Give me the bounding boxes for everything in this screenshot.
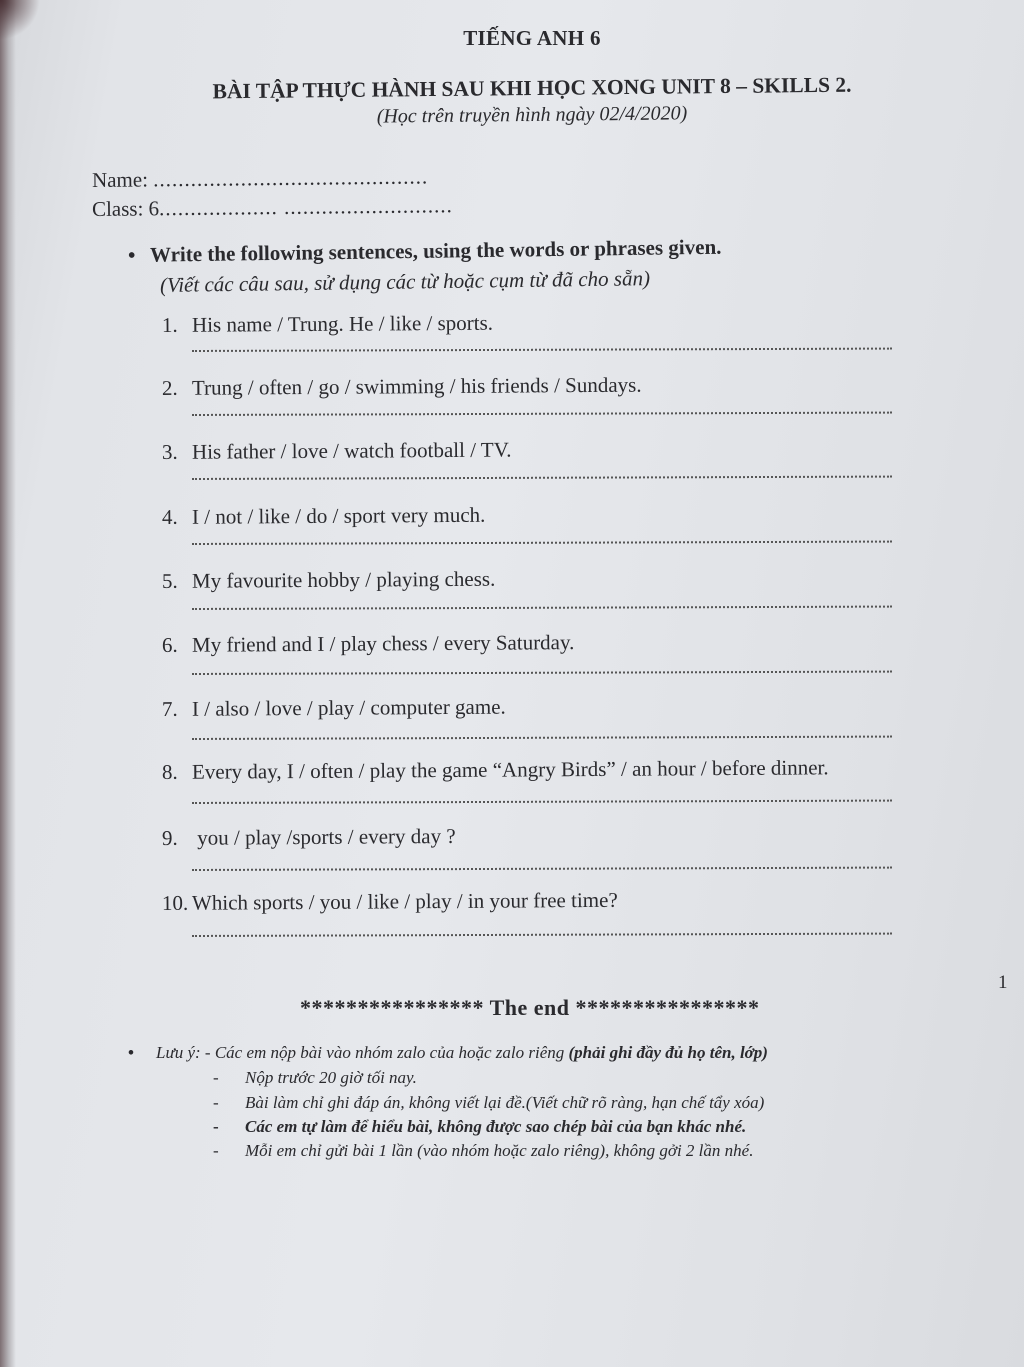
- dash-icon: -: [213, 1068, 219, 1087]
- bullet-icon: •: [128, 1043, 134, 1062]
- page-number: 1: [998, 972, 1008, 993]
- question-item: [162, 695, 506, 722]
- question-text: His name / Trung. He / like / sports.: [191, 310, 494, 337]
- instruction-translation: (Viết các câu sau, sử dụng các từ hoặc cụm từ đã cho sẵn): [159, 266, 651, 297]
- name-blank: ............................................: [153, 164, 429, 192]
- note-emphasis: (phải ghi đầy đủ họ tên, lớp): [568, 1043, 768, 1062]
- worksheet-subtitle: (Học trên truyền hình ngày 02/4/2020): [376, 102, 688, 128]
- question-item: [162, 373, 642, 401]
- question-item: [162, 503, 486, 530]
- note-item: [213, 1117, 746, 1137]
- note-item-text: Nộp trước 20 giờ tối nay.: [245, 1068, 417, 1087]
- question-number: 3.: [161, 439, 178, 464]
- question-text: you / play /sports / every day ?: [191, 823, 456, 850]
- question-text: My favourite hobby / playing chess.: [191, 566, 496, 593]
- note-item: [213, 1068, 417, 1088]
- worksheet-title: BÀI TẬP THỰC HÀNH SAU KHI HỌC XONG UNIT 8 – SKILLS 2.: [212, 72, 852, 104]
- the-end-divider: **************** The end ****************: [300, 995, 760, 1020]
- question-number: 5.: [161, 568, 178, 593]
- note-item-text: Bài làm chỉ ghi đáp án, không viết lại đề.(Viết chữ rõ ràng, hạn chế tẩy xóa): [245, 1093, 765, 1112]
- note-item-text: Mỗi em chỉ gửi bài 1 lần (vào nhóm hoặc zalo riêng), không gởi 2 lần nhé.: [245, 1141, 754, 1160]
- question-item: [162, 567, 495, 594]
- dash-icon: -: [213, 1093, 219, 1112]
- bullet-icon: •: [127, 242, 136, 267]
- paper-left-edge: [0, 0, 16, 1367]
- class-blank: ................... ...........................: [158, 193, 453, 221]
- question-text: His father / love / watch football / TV.: [191, 437, 512, 464]
- question-item: [162, 824, 456, 851]
- question-text: I / not / like / do / sport very much.: [191, 502, 486, 529]
- note-text: Lưu ý: - Các em nộp bài vào nhóm zalo của hoặc zalo riêng: [156, 1043, 569, 1062]
- question-item: [162, 311, 493, 338]
- question-item: [162, 438, 512, 465]
- question-text: I / also / love / play / computer game.: [191, 694, 506, 721]
- question-item: [162, 755, 829, 785]
- question-item: [162, 888, 618, 916]
- question-text: My friend and I / play chess / every Saturday.: [191, 630, 575, 657]
- note-item: [213, 1093, 764, 1113]
- instruction-text: Write the following sentences, using the words or phrases given.: [149, 234, 722, 267]
- question-number: 6.: [161, 632, 178, 657]
- question-number: 7.: [161, 696, 178, 721]
- note-item-text: Các em tự làm để hiểu bài, không được sao chép bài của bạn khác nhé.: [245, 1117, 747, 1136]
- question-number: 9.: [161, 825, 178, 850]
- question-number: 4.: [161, 504, 178, 529]
- name-field: [92, 164, 428, 193]
- name-label: Name:: [91, 167, 149, 192]
- question-number: 1.: [161, 312, 178, 337]
- subject-heading: TIẾNG ANH 6: [463, 26, 601, 50]
- question-text: Which sports / you / like / play / in your free time?: [191, 887, 618, 915]
- question-item: [162, 630, 575, 658]
- dash-icon: -: [213, 1117, 219, 1136]
- note-main: [128, 1043, 768, 1063]
- dash-icon: -: [213, 1141, 219, 1160]
- class-field: [92, 193, 453, 222]
- question-number: 8.: [161, 759, 178, 784]
- question-text: Trung / often / go / swimming / his friends / Sundays.: [191, 372, 642, 400]
- question-text: Every day, I / often / play the game “Angry Birds” / an hour / before dinner.: [191, 755, 829, 784]
- question-number: 10.: [161, 890, 189, 915]
- note-item: [213, 1141, 753, 1161]
- class-label: Class: 6: [91, 196, 160, 221]
- question-number: 2.: [161, 375, 178, 400]
